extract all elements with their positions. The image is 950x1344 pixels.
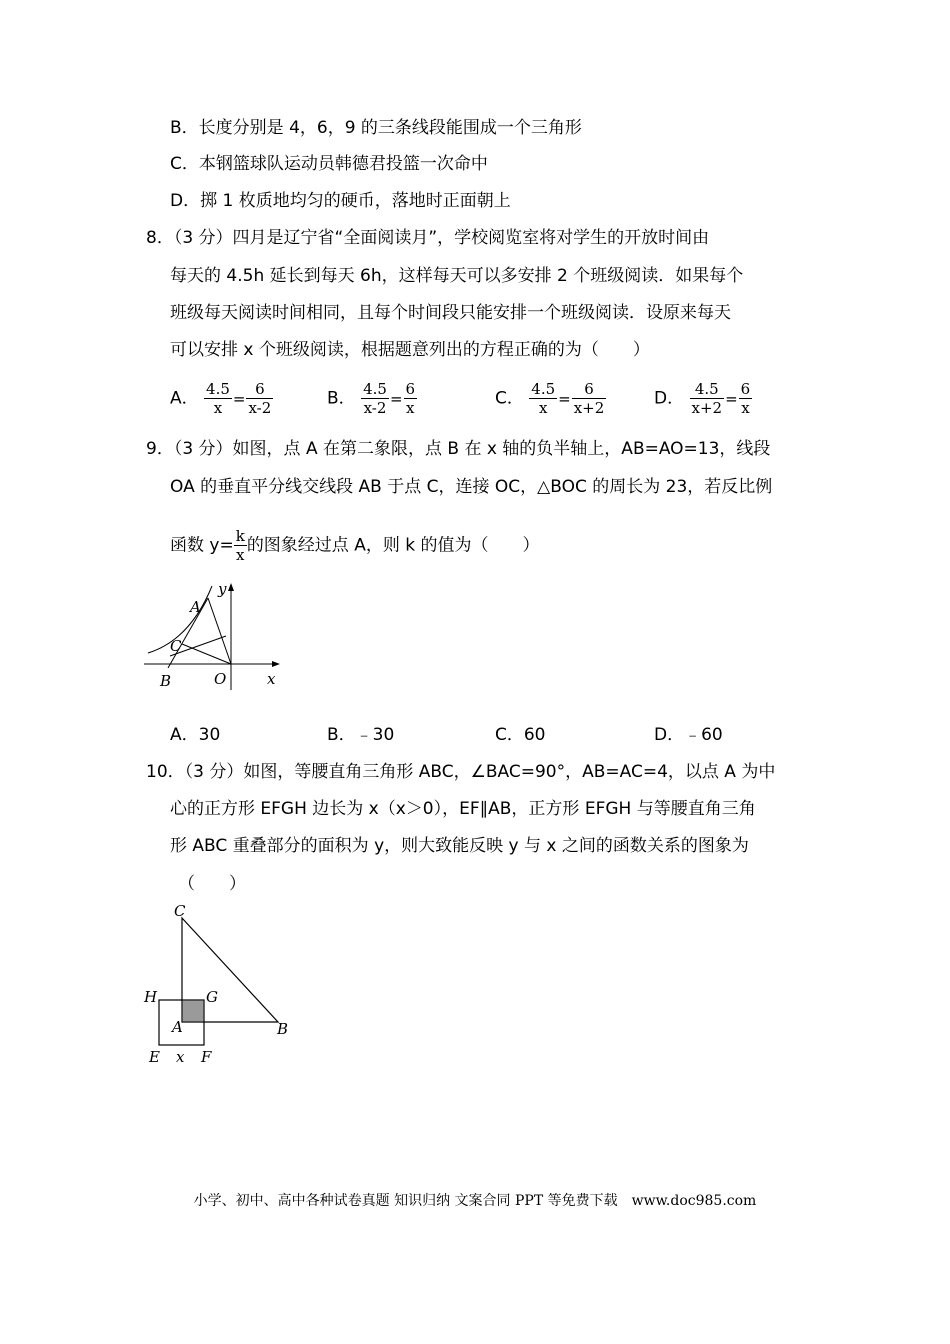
- page-footer: 小学、初中、高中各种试卷真题 知识归纳 文案合同 PPT 等免费下载 www.doc985.com: [193, 1193, 757, 1209]
- q8-option-b: B． $\frac{4.5}{x-2}$ = $\frac{6}{x}$: [327, 380, 416, 417]
- fraction-k-over-x: $\frac{k}{x}$: [235, 527, 245, 564]
- label-c: C: [170, 637, 182, 655]
- fraction-right: $\frac{6}{x+2}$: [573, 380, 605, 417]
- q9-option-d: D．﹣60: [654, 725, 723, 745]
- fraction-left: $\frac{4.5}{x+2}$: [691, 380, 723, 417]
- q9-option-c: C．60: [495, 725, 546, 745]
- label-a: A: [190, 598, 201, 616]
- label-b: B: [277, 1020, 289, 1038]
- label-c: C: [174, 902, 186, 920]
- q8-stem-line-4: 可以安排 x 个班级阅读，根据题意列出的方程正确的为（ ）: [170, 340, 650, 360]
- label-f: F: [201, 1048, 212, 1066]
- q9-option-a: A．30: [170, 725, 221, 745]
- q10-stem-line-3: 形 ABC 重叠部分的面积为 y，则大致能反映 y 与 x 之间的函数关系的图象为: [170, 836, 749, 856]
- q8-stem-line-2: 每天的 4.5h 延长到每天 6h，这样每天可以多安排 2 个班级阅读．如果每个: [170, 266, 744, 286]
- q7-option-d: D．掷 1 枚质地均匀的硬币，落地时正面朝上: [170, 191, 511, 211]
- fraction-left: $\frac{4.5}{x}$: [531, 380, 556, 417]
- label-x: x: [267, 670, 276, 688]
- q9-option-b: B．﹣30: [327, 725, 395, 745]
- label-x: x: [176, 1048, 185, 1066]
- q8-stem-line-3: 班级每天阅读时间相同，且每个时间段只能安排一个班级阅读．设原来每天: [170, 303, 731, 323]
- label-y: y: [218, 580, 227, 598]
- option-label: C．: [495, 388, 524, 409]
- label-a: A: [172, 1018, 183, 1036]
- q8-option-c: C． $\frac{4.5}{x}$ = $\frac{6}{x+2}$: [495, 380, 605, 417]
- fraction-left: $\frac{4.5}{x}$: [206, 380, 230, 417]
- q8-option-a: A． $\frac{4.5}{x}$ = $\frac{6}{x-2}$: [170, 380, 272, 417]
- q10-figure: [140, 900, 300, 1072]
- label-o: O: [214, 670, 227, 688]
- fraction-right: $\frac{6}{x}$: [740, 380, 751, 417]
- q9-stem-line-2: OA 的垂直平分线交线段 AB 于点 C，连接 OC，△BOC 的周长为 23，若反比例: [170, 477, 773, 497]
- fraction-left: $\frac{4.5}{x-2}$: [363, 380, 387, 417]
- label-e: E: [149, 1048, 160, 1066]
- q7-option-c: C．本钢篮球队运动员韩德君投篮一次命中: [170, 154, 488, 174]
- q10-stem-line-4: （ ）: [178, 874, 246, 894]
- q8-stem-line-1: 8．（3 分）四月是辽宁省“全面阅读月”，学校阅览室将对学生的开放时间由: [146, 228, 710, 248]
- label-g: G: [206, 988, 218, 1006]
- fraction-right: $\frac{6}{x-2}$: [248, 380, 272, 417]
- q9-stem-line-3: 函数 y= $\frac{k}{x}$ 的图象经过点 A，则 k 的值为（ ）: [170, 527, 540, 564]
- fraction-right: $\frac{6}{x}$: [405, 380, 416, 417]
- option-label: B．: [327, 388, 356, 409]
- q10-stem-line-2: 心的正方形 EFGH 边长为 x（x＞0），EF∥AB，正方形 EFGH 与等腰直角三角: [170, 799, 756, 819]
- q10-stem-line-1: 10．（3 分）如图，等腰直角三角形 ABC，∠BAC=90°，AB=AC=4，以点 A 为中: [146, 762, 776, 782]
- label-b: B: [160, 672, 172, 690]
- q9-figure: [140, 578, 290, 693]
- label-h: H: [144, 988, 158, 1006]
- q8-option-d: D． $\frac{4.5}{x+2}$ = $\frac{6}{x}$: [654, 380, 751, 417]
- q9-stem-line-1: 9．（3 分）如图，点 A 在第二象限，点 B 在 x 轴的负半轴上，AB=AO=13，线段: [146, 439, 771, 459]
- option-label: A．: [170, 388, 199, 409]
- option-label: D．: [654, 388, 685, 409]
- q7-option-b: B．长度分别是 4，6，9 的三条线段能围成一个三角形: [170, 118, 582, 138]
